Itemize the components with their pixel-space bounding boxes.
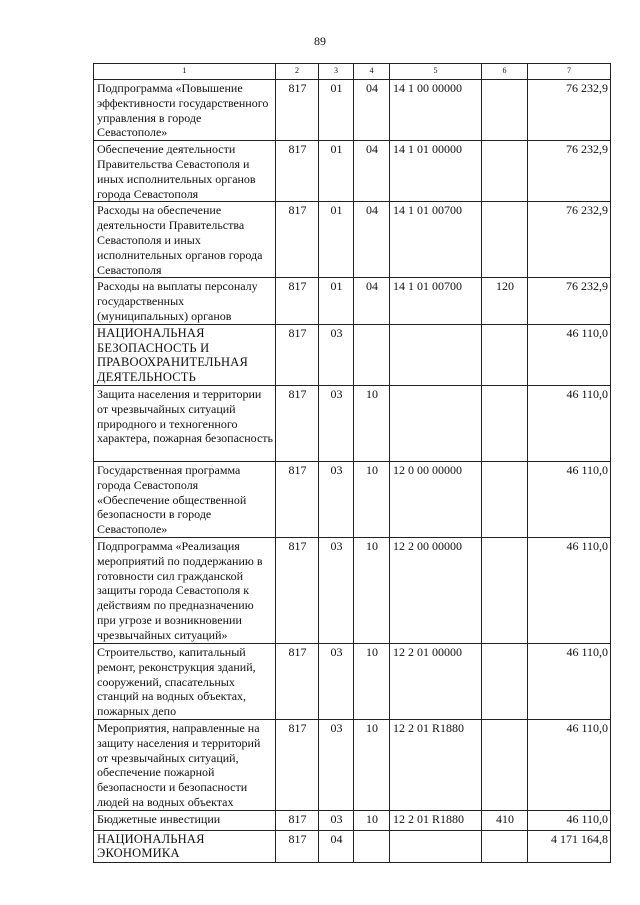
cell-name: НАЦИОНАЛЬНАЯ БЕЗОПАСНОСТЬ И ПРАВООХРАНИТЕЛЬНАЯ ДЕЯТЕЛЬНОСТЬ bbox=[94, 324, 276, 385]
cell-department: 817 bbox=[276, 385, 319, 461]
cell-section: 03 bbox=[319, 810, 354, 830]
cell-target-article: 12 2 01 R1880 bbox=[390, 719, 482, 810]
cell-amount: 76 232,9 bbox=[528, 202, 611, 278]
cell-subsection bbox=[354, 830, 390, 862]
cell-name: НАЦИОНАЛЬНАЯ ЭКОНОМИКА bbox=[94, 830, 276, 862]
cell-subsection: 04 bbox=[354, 80, 390, 141]
cell-section: 01 bbox=[319, 202, 354, 278]
table-row bbox=[94, 719, 611, 810]
cell-target-article: 14 1 01 00700 bbox=[390, 278, 482, 324]
cell-expense-type: 120 bbox=[482, 278, 528, 324]
cell-department: 817 bbox=[276, 278, 319, 324]
cell-section: 03 bbox=[319, 537, 354, 643]
column-header-target-article: 5 bbox=[390, 64, 482, 80]
table-row bbox=[94, 810, 611, 830]
table-row bbox=[94, 385, 611, 461]
cell-expense-type bbox=[482, 80, 528, 141]
cell-target-article: 12 2 00 00000 bbox=[390, 537, 482, 643]
cell-section: 01 bbox=[319, 80, 354, 141]
cell-amount: 46 110,0 bbox=[528, 461, 611, 537]
cell-amount: 46 110,0 bbox=[528, 643, 611, 719]
page-number: 89 bbox=[314, 34, 326, 48]
column-header-amount: 7 bbox=[528, 64, 611, 80]
cell-amount: 76 232,9 bbox=[528, 80, 611, 141]
cell-expense-type bbox=[482, 141, 528, 202]
cell-amount: 46 110,0 bbox=[528, 385, 611, 461]
cell-section: 03 bbox=[319, 324, 354, 385]
cell-target-article: 12 0 00 00000 bbox=[390, 461, 482, 537]
cell-name: Подпрограмма «Повышение эффективности государственного управления в городе Севастополе» bbox=[94, 80, 276, 141]
cell-department: 817 bbox=[276, 810, 319, 830]
cell-name: Бюджетные инвестиции bbox=[94, 810, 276, 830]
cell-target-article bbox=[390, 830, 482, 862]
cell-department: 817 bbox=[276, 643, 319, 719]
cell-expense-type bbox=[482, 537, 528, 643]
cell-subsection: 04 bbox=[354, 278, 390, 324]
cell-amount: 4 171 164,8 bbox=[528, 830, 611, 862]
table-row bbox=[94, 830, 611, 862]
cell-amount: 76 232,9 bbox=[528, 278, 611, 324]
table-row bbox=[94, 324, 611, 385]
cell-amount: 76 232,9 bbox=[528, 141, 611, 202]
cell-name: Государственная программа города Севастополя «Обеспечение общественной безопасности в городе Севастополе» bbox=[94, 461, 276, 537]
cell-department: 817 bbox=[276, 461, 319, 537]
cell-target-article: 12 2 01 00000 bbox=[390, 643, 482, 719]
cell-subsection: 04 bbox=[354, 141, 390, 202]
cell-department: 817 bbox=[276, 537, 319, 643]
cell-section: 03 bbox=[319, 719, 354, 810]
cell-target-article bbox=[390, 324, 482, 385]
cell-department: 817 bbox=[276, 202, 319, 278]
cell-name: Защита населения и территории от чрезвычайных ситуаций природного и техногенного характера, пожарная безопасность bbox=[94, 385, 276, 461]
cell-amount: 46 110,0 bbox=[528, 719, 611, 810]
table-row bbox=[94, 141, 611, 202]
budget-table bbox=[93, 63, 611, 863]
table-header-row bbox=[94, 64, 611, 80]
cell-department: 817 bbox=[276, 80, 319, 141]
cell-expense-type bbox=[482, 830, 528, 862]
cell-subsection: 10 bbox=[354, 385, 390, 461]
cell-department: 817 bbox=[276, 324, 319, 385]
cell-target-article: 14 1 01 00000 bbox=[390, 141, 482, 202]
cell-expense-type bbox=[482, 461, 528, 537]
cell-section: 04 bbox=[319, 830, 354, 862]
cell-subsection: 10 bbox=[354, 461, 390, 537]
cell-amount: 46 110,0 bbox=[528, 324, 611, 385]
cell-department: 817 bbox=[276, 719, 319, 810]
cell-name: Строительство, капитальный ремонт, реконструкция зданий, сооружений, спасательных станций на водных объектах, пожарных депо bbox=[94, 643, 276, 719]
cell-amount: 46 110,0 bbox=[528, 537, 611, 643]
cell-name: Расходы на выплаты персоналу государственных (муниципальных) органов bbox=[94, 278, 276, 324]
cell-subsection: 10 bbox=[354, 537, 390, 643]
cell-name: Обеспечение деятельности Правительства Севастополя и иных исполнительных органов города Севастополя bbox=[94, 141, 276, 202]
cell-name: Подпрограмма «Реализация мероприятий по поддержанию в готовности сил гражданской защиты города Севастополя к действиям по предназначению при угрозе и возникновении чрезвычайных ситуаций» bbox=[94, 537, 276, 643]
cell-subsection: 04 bbox=[354, 202, 390, 278]
cell-expense-type bbox=[482, 719, 528, 810]
cell-expense-type bbox=[482, 385, 528, 461]
table-row bbox=[94, 80, 611, 141]
cell-section: 03 bbox=[319, 643, 354, 719]
cell-section: 01 bbox=[319, 141, 354, 202]
cell-subsection: 10 bbox=[354, 643, 390, 719]
table-row bbox=[94, 202, 611, 278]
cell-name: Расходы на обеспечение деятельности Правительства Севастополя и иных исполнительных органов города Севастополя bbox=[94, 202, 276, 278]
column-header-department: 2 bbox=[276, 64, 319, 80]
cell-expense-type: 410 bbox=[482, 810, 528, 830]
cell-department: 817 bbox=[276, 141, 319, 202]
cell-name: Мероприятия, направленные на защиту населения и территорий от чрезвычайных ситуаций, обеспечение пожарной безопасности и безопасности людей на водных объектах bbox=[94, 719, 276, 810]
cell-section: 01 bbox=[319, 278, 354, 324]
cell-subsection: 10 bbox=[354, 719, 390, 810]
column-header-subsection: 4 bbox=[354, 64, 390, 80]
cell-target-article: 12 2 01 R1880 bbox=[390, 810, 482, 830]
cell-department: 817 bbox=[276, 830, 319, 862]
cell-target-article bbox=[390, 385, 482, 461]
cell-target-article: 14 1 00 00000 bbox=[390, 80, 482, 141]
cell-subsection bbox=[354, 324, 390, 385]
cell-subsection: 10 bbox=[354, 810, 390, 830]
cell-section: 03 bbox=[319, 461, 354, 537]
cell-expense-type bbox=[482, 202, 528, 278]
cell-expense-type bbox=[482, 324, 528, 385]
cell-amount: 46 110,0 bbox=[528, 810, 611, 830]
column-header-expense-type: 6 bbox=[482, 64, 528, 80]
cell-target-article: 14 1 01 00700 bbox=[390, 202, 482, 278]
table-row bbox=[94, 461, 611, 537]
column-header-name: 1 bbox=[94, 64, 276, 80]
cell-section: 03 bbox=[319, 385, 354, 461]
table-row bbox=[94, 278, 611, 324]
cell-expense-type bbox=[482, 643, 528, 719]
column-header-section: 3 bbox=[319, 64, 354, 80]
table-row bbox=[94, 643, 611, 719]
table-row bbox=[94, 537, 611, 643]
